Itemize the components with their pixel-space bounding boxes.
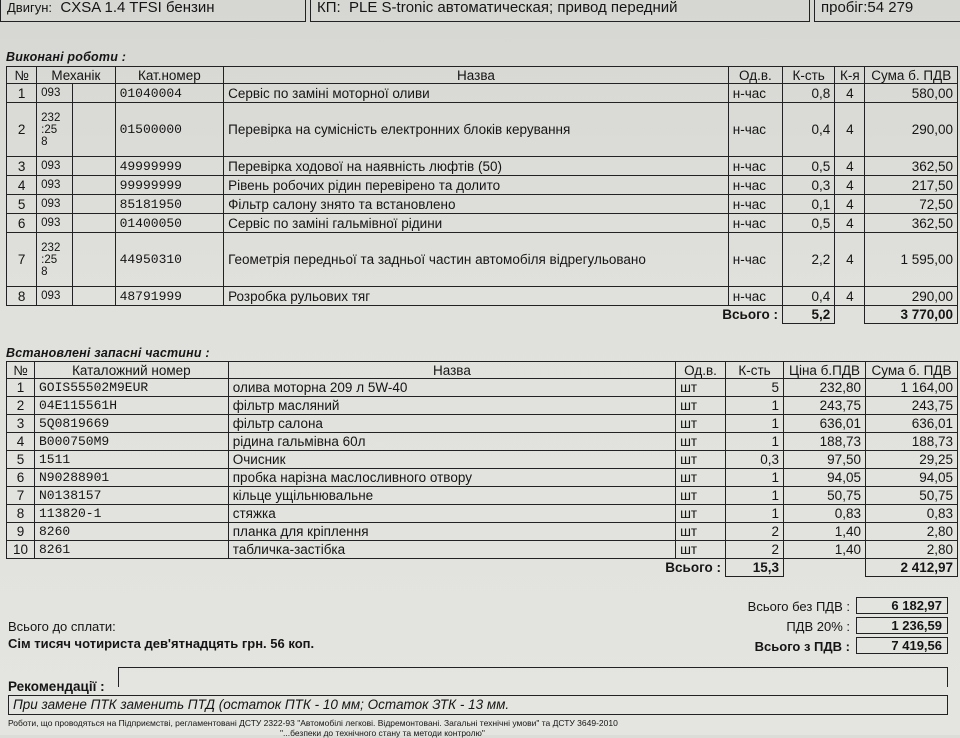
parts-cell-price: 188,73 [783,433,865,451]
works-cell-mechanic-2 [73,214,115,233]
works-cell-unit: н-час [728,214,782,233]
parts-cell-sum: 1 164,00 [865,379,957,397]
parts-cell-price: 0,83 [783,505,865,523]
parts-cell-code: 04E115561H [34,397,228,415]
parts-col-sum: Сума б. ПДВ [865,362,957,379]
works-total-label: Всього : [722,307,779,323]
works-cell-unit: н-час [728,176,782,195]
works-cell-mechanic-2 [73,287,115,306]
works-cell-unit: н-час [728,233,782,287]
parts-cell-price: 243,75 [783,397,865,415]
works-col-mechanic: Механік [37,67,115,84]
parts-cell-code: GOIS55502M9EUR [34,379,228,397]
works-cell-sum: 362,50 [865,214,958,233]
parts-col-unit: Од.в. [676,362,726,379]
mileage-value: 54 279 [867,0,914,16]
works-cell-name: Сервіс по заміні гальмівної рідини [224,214,729,233]
parts-cell-qty: 1 [726,415,784,433]
parts-cell-code: N90288901 [34,469,228,487]
parts-cell-code: B000750M9 [34,433,228,451]
parts-cell-code: 8260 [34,523,228,541]
works-cell-sum: 217,50 [865,176,958,195]
works-cell-code: 01040004 [115,84,224,103]
works-total-spacer [835,306,865,324]
parts-cell-name: табличка-застібка [228,541,675,559]
parts-cell-no: 4 [7,433,35,451]
works-cell-sum: 1 595,00 [865,233,958,287]
parts-cell-qty: 1 [726,397,784,415]
parts-cell-qty: 0,3 [726,451,784,469]
parts-total-sum: 2 412,97 [865,559,957,577]
works-cell-code: 48791999 [115,287,224,306]
parts-table [6,361,958,577]
works-cell-code: 49999999 [115,157,224,176]
parts-cell-qty: 1 [726,505,784,523]
works-cell-code: 99999999 [115,176,224,195]
parts-cell-name: пробка нарізна маслосливного отвору [228,469,675,487]
parts-cell-sum: 94,05 [865,469,957,487]
works-cell-no: 3 [7,157,37,176]
parts-cell-price: 1,40 [783,541,865,559]
parts-cell-unit: шт [676,487,726,505]
works-cell-mechanic: 093 [37,195,73,214]
parts-cell-sum: 2,80 [865,541,957,559]
parts-cell-price: 232,80 [783,379,865,397]
parts-cell-unit: шт [676,415,726,433]
parts-cell-name: фільтр салона [228,415,675,433]
works-row [7,157,958,176]
works-row [7,287,958,306]
parts-row [7,397,958,415]
parts-cell-name: рідина гальмівна 60л [228,433,675,451]
parts-total-spacer [783,559,865,577]
parts-cell-unit: шт [676,379,726,397]
works-cell-qty: 0,4 [783,103,835,157]
works-cell-name: Перевірка ходової на наявність люфтів (50) [224,157,729,176]
parts-cell-sum: 243,75 [865,397,957,415]
works-cell-qty: 0,8 [783,84,835,103]
engine-label: Двигун: [7,0,53,15]
works-total-qty: 5,2 [783,306,835,324]
works-cell-mechanic-2 [73,103,115,157]
works-cell-unit: н-час [728,157,782,176]
parts-cell-unit: шт [676,523,726,541]
parts-cell-code: 113820-1 [34,505,228,523]
parts-row [7,487,958,505]
works-cell-qty: 0,5 [783,157,835,176]
parts-col-name: Назва [228,362,675,379]
works-cell-unit: н-час [728,287,782,306]
parts-row [7,523,958,541]
parts-cell-unit: шт [676,451,726,469]
parts-col-code: Каталожний номер [34,362,228,379]
works-cell-k: 4 [835,233,865,287]
parts-cell-unit: шт [676,505,726,523]
parts-cell-no: 9 [7,523,35,541]
works-cell-no: 5 [7,195,37,214]
parts-row [7,433,958,451]
works-col-sum: Сума б. ПДВ [865,67,958,84]
works-total-row [7,306,958,324]
gearbox-box [310,0,810,22]
works-cell-k: 4 [835,287,865,306]
works-total-sum: 3 770,00 [865,306,958,324]
works-cell-mechanic-2 [73,195,115,214]
works-cell-mechanic: 232 :25 8 [37,233,73,287]
works-cell-no: 2 [7,103,37,157]
works-cell-k: 4 [835,157,865,176]
recommendations-frame [118,667,948,687]
parts-cell-sum: 29,25 [865,451,957,469]
parts-cell-qty: 1 [726,487,784,505]
works-cell-no: 6 [7,214,37,233]
amount-due-words: Сім тисяч чотириста дев'ятнадцять грн. 56 коп. [8,636,315,651]
parts-cell-unit: шт [676,541,726,559]
works-cell-mechanic: 093 [37,214,73,233]
works-table [6,66,958,324]
parts-cell-name: олива моторна 209 л 5W-40 [228,379,675,397]
net-total-label: Всього без ПДВ : [747,599,850,614]
parts-cell-price: 1,40 [783,523,865,541]
parts-cell-sum: 50,75 [865,487,957,505]
mileage-label: пробіг: [821,0,868,16]
gearbox-label: КП: [317,0,341,16]
works-cell-mechanic: 232 :25 8 [37,103,73,157]
works-cell-sum: 290,00 [865,103,958,157]
parts-cell-sum: 2,80 [865,523,957,541]
gross-total-label: Всього з ПДВ : [754,639,850,654]
gearbox-value: PLE S-tronic автоматическая; привод передний [349,0,678,16]
works-col-unit: Од.в. [728,67,782,84]
works-cell-k: 4 [835,176,865,195]
net-total-value: 6 182,97 [856,597,948,614]
parts-cell-no: 1 [7,379,35,397]
vat-label: ПДВ 20% : [786,619,850,634]
parts-row [7,451,958,469]
parts-cell-price: 97,50 [783,451,865,469]
works-cell-name: Перевірка на сумісність електронних блоків керування [224,103,729,157]
works-cell-code: 44950310 [115,233,224,287]
parts-cell-name: фільтр масляний [228,397,675,415]
parts-cell-qty: 2 [726,541,784,559]
works-col-no: № [7,67,37,84]
works-cell-name: Геометрія передньої та задньої частин автомобіля відрегульовано [224,233,729,287]
works-cell-unit: н-час [728,195,782,214]
works-cell-k: 4 [835,103,865,157]
parts-row [7,379,958,397]
parts-cell-unit: шт [676,433,726,451]
parts-cell-qty: 2 [726,523,784,541]
works-cell-qty: 0,5 [783,214,835,233]
parts-header-row [7,362,958,379]
parts-row [7,415,958,433]
works-cell-sum: 290,00 [865,287,958,306]
parts-cell-unit: шт [676,469,726,487]
parts-cell-price: 94,05 [783,469,865,487]
works-cell-mechanic: 093 [37,84,73,103]
parts-cell-sum: 636,01 [865,415,957,433]
parts-cell-no: 10 [7,541,35,559]
parts-cell-no: 2 [7,397,35,415]
engine-box [0,0,306,22]
works-cell-code: 01400050 [115,214,224,233]
parts-cell-no: 8 [7,505,35,523]
parts-section-title: Встановлені запасні частини : [6,346,210,360]
works-col-name: Назва [224,67,729,84]
parts-total-label: Всього : [665,560,722,576]
parts-total-qty: 15,3 [726,559,784,577]
works-header-row [7,67,958,84]
recommendations-title: Рекомендації : [8,679,105,694]
parts-cell-unit: шт [676,397,726,415]
works-row [7,195,958,214]
parts-cell-code: 1511 [34,451,228,469]
parts-cell-name: Очисник [228,451,675,469]
parts-cell-sum: 188,73 [865,433,957,451]
parts-cell-name: стяжка [228,505,675,523]
works-cell-mechanic-2 [73,157,115,176]
works-cell-mechanic: 093 [37,176,73,195]
works-cell-name: Рівень робочих рідин перевірено та долито [224,176,729,195]
works-col-k: К-я [835,67,865,84]
works-cell-name: Розробка рульових тяг [224,287,729,306]
works-cell-unit: н-час [728,103,782,157]
works-cell-name: Сервіс по заміні моторної оливи [224,84,729,103]
parts-cell-no: 7 [7,487,35,505]
works-row [7,176,958,195]
parts-col-price: Ціна б.ПДВ [783,362,865,379]
works-row [7,84,958,103]
regulation-footnote-2: "...безпеки до технічного стану та методи контролю" [280,728,485,738]
works-cell-mechanic-2 [73,176,115,195]
works-cell-k: 4 [835,195,865,214]
works-col-qty: К-сть [783,67,835,84]
works-cell-no: 1 [7,84,37,103]
parts-col-qty: К-сть [726,362,784,379]
works-row [7,233,958,287]
parts-cell-code: 8261 [34,541,228,559]
works-cell-code: 85181950 [115,195,224,214]
works-cell-no: 8 [7,287,37,306]
works-cell-sum: 362,50 [865,157,958,176]
parts-cell-price: 636,01 [783,415,865,433]
works-cell-k: 4 [835,214,865,233]
works-cell-mechanic: 093 [37,157,73,176]
works-cell-sum: 72,50 [865,195,958,214]
works-section-title: Виконані роботи : [6,50,127,64]
works-cell-sum: 580,00 [865,84,958,103]
parts-cell-code: 5Q0819669 [34,415,228,433]
vat-value: 1 236,59 [856,617,948,634]
works-cell-qty: 2,2 [783,233,835,287]
works-cell-no: 7 [7,233,37,287]
parts-cell-name: планка для кріплення [228,523,675,541]
engine-value: CXSA 1.4 TFSI бензин [60,0,215,16]
recommendations-text: При замене ПТК заменить ПТД (остаток ПТК - 10 мм; Остаток ЗТК - 13 мм. [8,695,948,715]
parts-cell-code: N0138157 [34,487,228,505]
works-cell-qty: 0,4 [783,287,835,306]
parts-cell-qty: 5 [726,379,784,397]
works-cell-mechanic-2 [73,233,115,287]
works-cell-k: 4 [835,84,865,103]
works-row [7,214,958,233]
parts-cell-no: 3 [7,415,35,433]
parts-cell-qty: 1 [726,433,784,451]
works-cell-code: 01500000 [115,103,224,157]
parts-col-no: № [7,362,35,379]
works-cell-no: 4 [7,176,37,195]
works-row [7,103,958,157]
parts-cell-no: 6 [7,469,35,487]
parts-cell-name: кільце ущільнювальне [228,487,675,505]
vehicle-header [0,0,960,26]
parts-row [7,469,958,487]
parts-cell-no: 5 [7,451,35,469]
works-col-code: Кат.номер [115,67,224,84]
gross-total-value: 7 419,56 [856,637,948,654]
works-cell-name: Фільтр салону знято та встановлено [224,195,729,214]
regulation-footnote: Роботи, що проводяться на Підприємстві, регламентовані ДСТУ 2322-93 "Автомобілі легкові. Відремонтовані. Загальні технічні умови" та ДСТУ 3649-2010 [8,718,618,728]
mileage-box [814,0,960,22]
works-cell-mechanic-2 [73,84,115,103]
parts-row [7,505,958,523]
parts-cell-price: 50,75 [783,487,865,505]
parts-cell-qty: 1 [726,469,784,487]
works-cell-qty: 0,3 [783,176,835,195]
parts-row [7,541,958,559]
parts-total-row [7,559,958,577]
amount-due-label: Всього до сплати: [8,619,116,634]
works-cell-mechanic: 093 [37,287,73,306]
works-cell-qty: 0,1 [783,195,835,214]
works-cell-unit: н-час [728,84,782,103]
parts-cell-sum: 0,83 [865,505,957,523]
